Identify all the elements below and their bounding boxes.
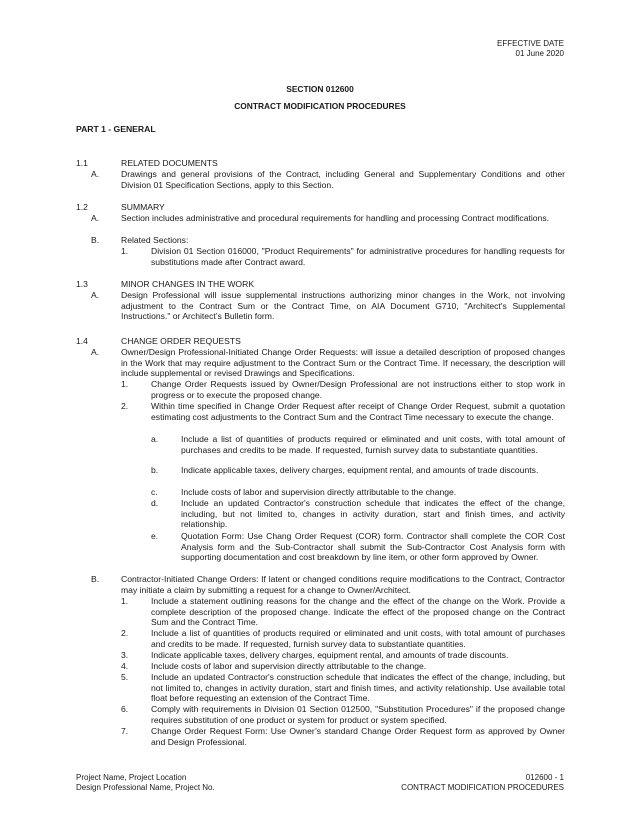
item-label: c. (151, 487, 158, 497)
subparagraph-text: Change Order Requests issued by Owner/Design Professional are not instructions either to stop work in progress or to execute the proposed change. (151, 379, 565, 400)
part-title: PART 1 - GENERAL (76, 124, 156, 134)
subparagraph-text: Include a statement outlining reasons for the change and the effect of the change on the Work. Provide a complete description of the proposed change. Indicate the effect of the proposed change on the Contract Sum and the Contract Time. (151, 596, 565, 627)
article-number: 1.3 (76, 279, 88, 289)
subparagraph-label: 5. (121, 672, 129, 682)
footer-right (401, 773, 564, 792)
paragraph-text: Design Professional will issue supplemental instructions authorizing minor changes in the Work, not involving adjustment to the Contract Sum or the Contract Time, on AIA Document G710, "Architect's Supplemental Instructions." or Architect’s Bulletin form. (121, 290, 565, 321)
footer-project: Project Name, Project Location (76, 773, 187, 782)
subparagraph-label: 1. (121, 246, 129, 256)
footer-left (76, 773, 215, 792)
subparagraph-text: Within time specified in Change Order Request after receipt of Change Order Request, submit a quotation estimating cost adjustments to the Contract Sum and the Contract Time necessary to execute the change. (151, 401, 565, 422)
item-text: Indicate applicable taxes, delivery charges, equipment rental, and amounts of trade discounts. (181, 465, 539, 475)
paragraph-label: A. (91, 290, 100, 300)
article-number: 1.4 (76, 336, 88, 346)
paragraph-text: Contractor-Initiated Change Orders: If latent or changed conditions require modifications to the Contract, Contractor may initiate a claim by submitting a request for a change to Owner/Architect. (121, 574, 565, 595)
paragraph-label: A. (91, 169, 100, 179)
paragraph-label: A. (91, 347, 100, 357)
paragraph-text: Section includes administrative and procedural requirements for handling and processing Contract modifications. (121, 213, 550, 223)
article-number: 1.2 (76, 202, 88, 212)
subparagraph-text: Include costs of labor and supervision directly attributable to the change. (151, 661, 427, 671)
article-title: SUMMARY (121, 202, 165, 212)
subparagraph-label: 1. (121, 379, 129, 389)
item-text: Include a list of quantities of products required or eliminated and unit costs, with total amount of purchases and credits to be made. If requested, furnish survey data to substantiate quantities. (181, 434, 565, 455)
article-title: MINOR CHANGES IN THE WORK (121, 279, 255, 289)
subparagraph-text: Division 01 Section 016000, "Product Requirements" for administrative procedures for handling requests for substitutions made after Contract award. (151, 246, 565, 267)
effective-date-block (497, 39, 564, 59)
article-number: 1.1 (76, 158, 88, 168)
subparagraph-label: 6. (121, 704, 129, 714)
section-number: SECTION 012600 (286, 84, 354, 94)
paragraph-text: Drawings and general provisions of the Contract, including General and Supplementary Conditions and other Division 01 Specification Sections, apply to this Section. (121, 169, 565, 190)
subparagraph-text: Include an updated Contractor's construction schedule that indicates the effect of the change, including, but not limited to, changes in activity duration, start and finish times, and activity relationship. Use available total float before requesting an extension of the Contract Time. (151, 672, 565, 703)
item-text: Include an updated Contractor's construction schedule that indicates the effect of the change, including, but not limited to, changes in activity duration, start and finish times, and activity relationship. (181, 498, 565, 529)
item-label: b. (151, 465, 159, 475)
effective-date-value: 01 June 2020 (515, 49, 564, 58)
item-label: e. (151, 531, 159, 541)
subparagraph-text: Include a list of quantities of products required or eliminated and unit costs, with total amount of purchases and credits to be made. If requested, furnish survey data to substantiate quantities. (151, 628, 565, 649)
section-title: CONTRACT MODIFICATION PROCEDURES (234, 101, 406, 111)
subparagraph-label: 2. (121, 401, 129, 411)
item-label: d. (151, 498, 159, 508)
subparagraph-label: 1. (121, 596, 129, 606)
footer-page-number: 012600 - 1 (525, 773, 564, 782)
footer-section-name: CONTRACT MODIFICATION PROCEDURES (401, 782, 564, 792)
footer-designer: Design Professional Name, Project No. (76, 782, 215, 792)
subparagraph-text: Indicate applicable taxes, delivery charges, equipment rental, and amounts of trade discounts. (151, 650, 509, 660)
subparagraph-text: Change Order Request Form: Use Owner’s standard Change Order Request form as approved by Owner and Design Professional. (151, 726, 565, 747)
paragraph-label: B. (91, 235, 100, 245)
paragraph-label: B. (91, 574, 100, 584)
article-title: CHANGE ORDER REQUESTS (121, 336, 241, 346)
paragraph-label: A. (91, 213, 100, 223)
item-text: Quotation Form: Use Chang Order Request (COR) form. Contractor shall complete the COR Cost Analysis form and the Sub-Contractor shall submit the Sub-Contractor Cost Analysis form with supporting documentation and cost breakdown by line item, or other form approved by Owner. (181, 531, 565, 562)
subparagraph-text: Comply with requirements in Division 01 Section 012500, "Substitution Procedures" if the proposed change requires substitution of one product or system for product or system specified. (151, 704, 565, 725)
paragraph-text: Owner/Design Professional-Initiated Change Order Requests: will issue a detailed description of proposed changes in the Work that may require adjustment to the Contract Sum or the Contract Time. If necessary, the description will include supplemental or revised Drawings and Specifications. (121, 347, 565, 378)
subparagraph-label: 4. (121, 661, 129, 671)
effective-date-label: EFFECTIVE DATE (497, 39, 564, 48)
paragraph-text: Related Sections: (121, 235, 189, 245)
item-text: Include costs of labor and supervision directly attributable to the change. (181, 487, 457, 497)
subparagraph-label: 7. (121, 726, 129, 736)
article-title: RELATED DOCUMENTS (121, 158, 218, 168)
subparagraph-label: 3. (121, 650, 129, 660)
item-label: a. (151, 434, 159, 444)
subparagraph-label: 2. (121, 628, 129, 638)
